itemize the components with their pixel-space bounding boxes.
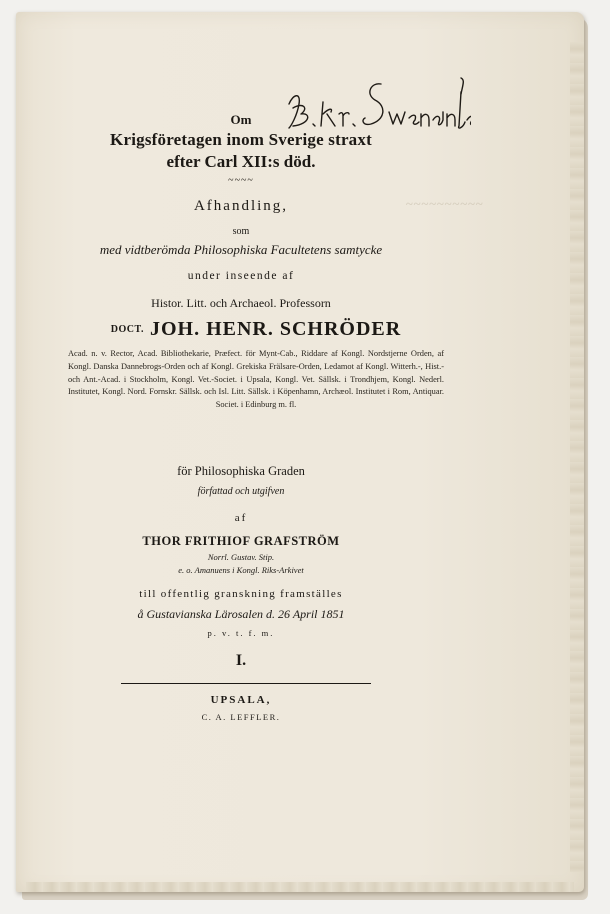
om-heading: Om [230, 112, 252, 127]
author-position: e. o. Amanuens i Kongl. Riks-Arkivet [178, 565, 304, 575]
imprint-printer: C. A. LEFFLER. [201, 712, 281, 722]
show-through-text: ~~~~~~~~~~ [406, 196, 484, 211]
som-label: som [232, 226, 250, 237]
imprint-place: UPSALA, [210, 694, 272, 706]
professor-title-line: Histor. Litt. och Archaeol. Professorn [151, 296, 331, 310]
title-line-2: efter Carl XII:s död. [166, 152, 316, 171]
faculty-consent-line: med vidtberömda Philosophiska Facultetens samtycke [99, 242, 383, 257]
author-name: THOR FRITHIOF GRAFSTRÖM [142, 534, 340, 548]
author-nation: Norrl. Gustav. Stip. [207, 552, 275, 562]
time-abbreviation: p. v. t. f. m. [207, 628, 275, 638]
praeses-name-line [76, 318, 436, 341]
public-examination-line: till offentlig granskning framställes [139, 588, 343, 600]
degree-line: för Philosophiska Graden [177, 464, 305, 478]
title-page-content [16, 12, 584, 892]
praeses-honors-block: Acad. n. v. Rector, Acad. Bibliothekarie, Præfect. för Mynt-Cab., Riddare af Kongl. Nordstjerne Orden, af Kongl. Danska Dannebrogs-Orden och af Kongl. Grekiska Frälsare-Orden, Ledamot af Kongl. Witterh.-, Hist.- och Ant.-Acad. i Stockholm, Kongl. Vet.-Societ. i Upsala, Kongl. Vet. Sällsk. i Trondhjem, Kongl. Nederl. Institutet, Kongl. Nord. Fornskr. Sällsk. och Isl. Litt. Sällsk. i Köpenhamn, Archæol. Institutet i Rom, Antiquar. Societ. i Edinburg m. fl. [68, 349, 444, 410]
authored-line: författad och utgifven [197, 486, 285, 497]
ornament-divider: ~~~~ [228, 175, 254, 186]
praeses-name: JOH. HENR. SCHRÖDER [149, 318, 402, 340]
title-page [16, 12, 584, 892]
under-inseende-line: under inseende af [187, 270, 295, 282]
date-location-line: å Gustavianska Lärosalen d. 26 April 1851 [137, 607, 345, 621]
title-line-1: Krigsföretagen inom Sverige straxt [110, 130, 372, 149]
doct-prefix: DOCT. [110, 324, 144, 335]
part-number: I. [235, 652, 247, 669]
af-label: af [234, 512, 248, 524]
afhandling-label: Afhandling, [193, 198, 289, 214]
horizontal-rule [121, 683, 371, 684]
